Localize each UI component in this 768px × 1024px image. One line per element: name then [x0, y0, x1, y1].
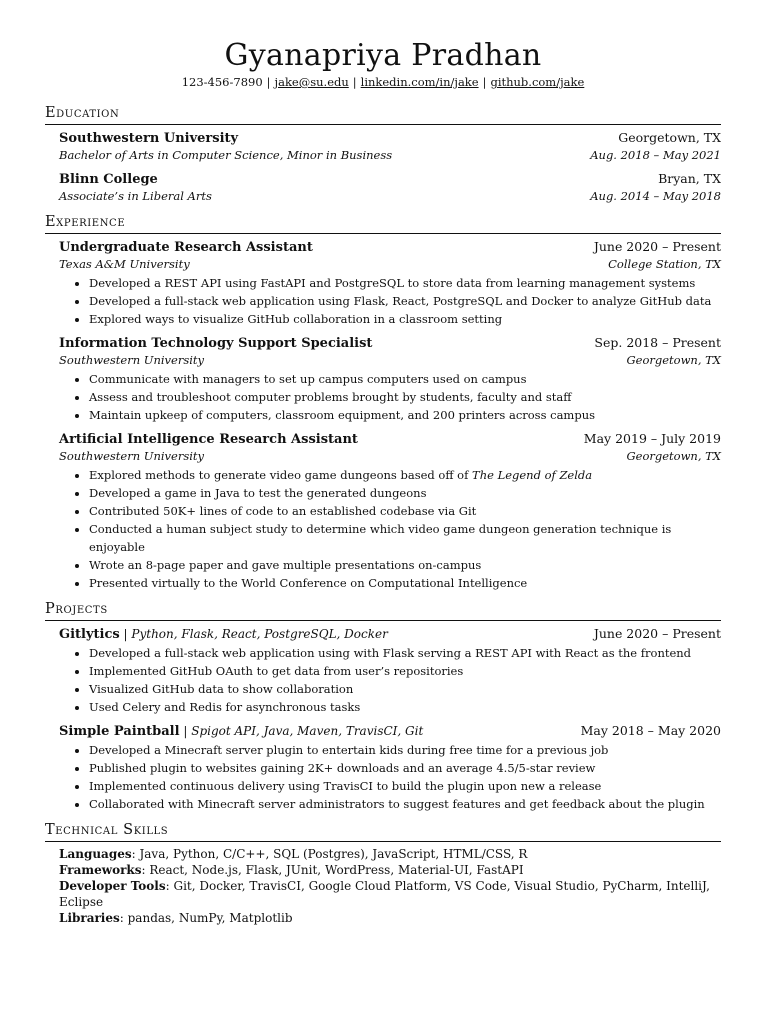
- bullet-item: • Maintain upkeep of computers, classroom equipment, and 200 printers across campus: [89, 406, 721, 424]
- bullet-item: • Published plugin to websites gaining 2K+ downloads and an average 4.5/5-star review: [89, 759, 721, 777]
- skills-section: [45, 821, 721, 926]
- skill-values: Git, Docker, TravisCI, Google Cloud Platform, VS Code, Visual Studio, PyCharm, IntelliJ, Eclipse: [59, 879, 710, 909]
- project-entry: [59, 722, 721, 813]
- bullet-list: [59, 644, 721, 716]
- school-name: Blinn College: [59, 172, 158, 187]
- section-heading: Technical Skills: [45, 821, 721, 842]
- education-section: [45, 104, 721, 205]
- bullet-item: • Wrote an 8-page paper and gave multiple presentations on-campus: [89, 556, 721, 574]
- bullet-item: • Conducted a human subject study to determine which video game dungeon generation technique is enjoyable: [89, 520, 721, 556]
- dates: May 2019 – July 2019: [583, 431, 721, 446]
- experience-section: [45, 213, 721, 592]
- degree: Bachelor of Arts in Computer Science, Minor in Business: [59, 148, 393, 162]
- skills-libraries: Libraries: pandas, NumPy, Matplotlib: [59, 911, 293, 925]
- degree: Associate’s in Liberal Arts: [59, 189, 212, 203]
- section-heading: Projects: [45, 600, 721, 621]
- organization: Southwestern University: [59, 353, 205, 367]
- phone-number: 123-456-7890: [181, 75, 263, 89]
- resume-page: [45, 38, 721, 926]
- organization: Southwestern University: [59, 449, 205, 463]
- bullet-list: [59, 370, 721, 424]
- bullet-list: [59, 274, 721, 328]
- candidate-name: Gyanapriya Pradhan: [224, 38, 542, 73]
- linkedin-link[interactable]: linkedin.com/in/jake: [360, 75, 479, 89]
- education-entry: [59, 170, 721, 205]
- section-heading: Experience: [45, 213, 721, 234]
- project-tech: Spigot API, Java, Maven, TravisCI, Git: [191, 724, 424, 738]
- job-role: Undergraduate Research Assistant: [59, 240, 313, 255]
- bullet-item: • Developed a REST API using FastAPI and PostgreSQL to store data from learning management systems: [89, 274, 721, 292]
- project-heading: Gitlytics | Python, Flask, React, PostgreSQL, Docker: [59, 627, 388, 642]
- bullet-item: • Assess and troubleshoot computer problems brought by students, faculty and staff: [89, 388, 721, 406]
- school-location: Georgetown, TX: [618, 130, 721, 145]
- skills-frameworks: Frameworks: React, Node.js, Flask, JUnit, WordPress, Material-UI, FastAPI: [59, 863, 524, 877]
- location: Georgetown, TX: [626, 353, 721, 367]
- education-entry: [59, 129, 721, 164]
- bullet-list: [59, 741, 721, 813]
- separator: |: [352, 75, 357, 89]
- project-entry: [59, 625, 721, 716]
- job-role: Information Technology Support Specialist: [59, 336, 373, 351]
- bullet-item: • Developed a full-stack web application using Flask, React, PostgreSQL and Docker to analyze GitHub data: [89, 292, 721, 310]
- bullet-item: • Contributed 50K+ lines of code to an established codebase via Git: [89, 502, 721, 520]
- location: College Station, TX: [608, 257, 721, 271]
- skills-tools: Developer Tools: Git, Docker, TravisCI, Google Cloud Platform, VS Code, Visual Studio, PyCharm, IntelliJ, Eclipse: [59, 879, 710, 909]
- dates: Sep. 2018 – Present: [594, 335, 721, 350]
- bullet-item: • Used Celery and Redis for asynchronous tasks: [89, 698, 721, 716]
- bullet-item: [89, 466, 721, 484]
- dates: June 2020 – Present: [593, 239, 721, 254]
- github-link[interactable]: github.com/jake: [490, 75, 585, 89]
- bullet-item: • Developed a full-stack web application using with Flask serving a REST API with React as the frontend: [89, 644, 721, 662]
- bullet-item: • Implemented continuous delivery using TravisCI to build the plugin upon new a release: [89, 777, 721, 795]
- project-tech: Python, Flask, React, PostgreSQL, Docker: [131, 627, 388, 641]
- skills-list: [59, 846, 721, 926]
- dates: Aug. 2018 – May 2021: [590, 148, 721, 162]
- skill-label: Languages: [59, 847, 132, 861]
- bullet-item: • Developed a Minecraft server plugin to entertain kids during free time for a previous job: [89, 741, 721, 759]
- project-name: Gitlytics: [59, 627, 120, 642]
- experience-entry: [59, 334, 721, 424]
- bullet-item: • Presented virtually to the World Conference on Computational Intelligence: [89, 574, 721, 592]
- separator: |: [482, 75, 487, 89]
- email-link[interactable]: jake@su.edu: [274, 75, 349, 89]
- project-name: Simple Paintball: [59, 724, 180, 739]
- game-title: The Legend of Zelda: [472, 468, 593, 482]
- bullet-item: • Developed a game in Java to test the generated dungeons: [89, 484, 721, 502]
- organization: Texas A&M University: [59, 257, 190, 271]
- location: Georgetown, TX: [626, 449, 721, 463]
- bullet-list: [59, 466, 721, 592]
- skill-label: Frameworks: [59, 863, 142, 877]
- skill-label: Developer Tools: [59, 879, 166, 893]
- experience-entry: [59, 430, 721, 592]
- dates: May 2018 – May 2020: [580, 723, 721, 738]
- separator: |: [266, 75, 271, 89]
- dates: June 2020 – Present: [593, 626, 721, 641]
- skill-values: React, Node.js, Flask, JUnit, WordPress, Material-UI, FastAPI: [149, 863, 524, 877]
- bullet-item: • Explored ways to visualize GitHub collaboration in a classroom setting: [89, 310, 721, 328]
- bullet-item: • Implemented GitHub OAuth to get data from user’s repositories: [89, 662, 721, 680]
- job-role: Artificial Intelligence Research Assistant: [59, 432, 358, 447]
- experience-entry: [59, 238, 721, 328]
- project-heading: Simple Paintball | Spigot API, Java, Maven, TravisCI, Git: [59, 724, 424, 739]
- section-heading: Education: [45, 104, 721, 125]
- bullet-text: Explored methods to generate video game dungeons based off of: [89, 468, 473, 482]
- projects-section: [45, 600, 721, 813]
- bullet-item: • Visualized GitHub data to show collaboration: [89, 680, 721, 698]
- dates: Aug. 2014 – May 2018: [590, 189, 721, 203]
- bullet-item: • Collaborated with Minecraft server administrators to suggest features and get feedback about the plugin: [89, 795, 721, 813]
- skill-label: Libraries: [59, 911, 120, 925]
- skill-values: pandas, NumPy, Matplotlib: [127, 911, 293, 925]
- school-name: Southwestern University: [59, 131, 239, 146]
- school-location: Bryan, TX: [658, 171, 721, 186]
- skills-languages: Languages: Java, Python, C/C++, SQL (Postgres), JavaScript, HTML/CSS, R: [59, 847, 528, 861]
- skill-values: Java, Python, C/C++, SQL (Postgres), JavaScript, HTML/CSS, R: [139, 847, 528, 861]
- contact-line: [45, 74, 721, 90]
- bullet-item: • Communicate with managers to set up campus computers used on campus: [89, 370, 721, 388]
